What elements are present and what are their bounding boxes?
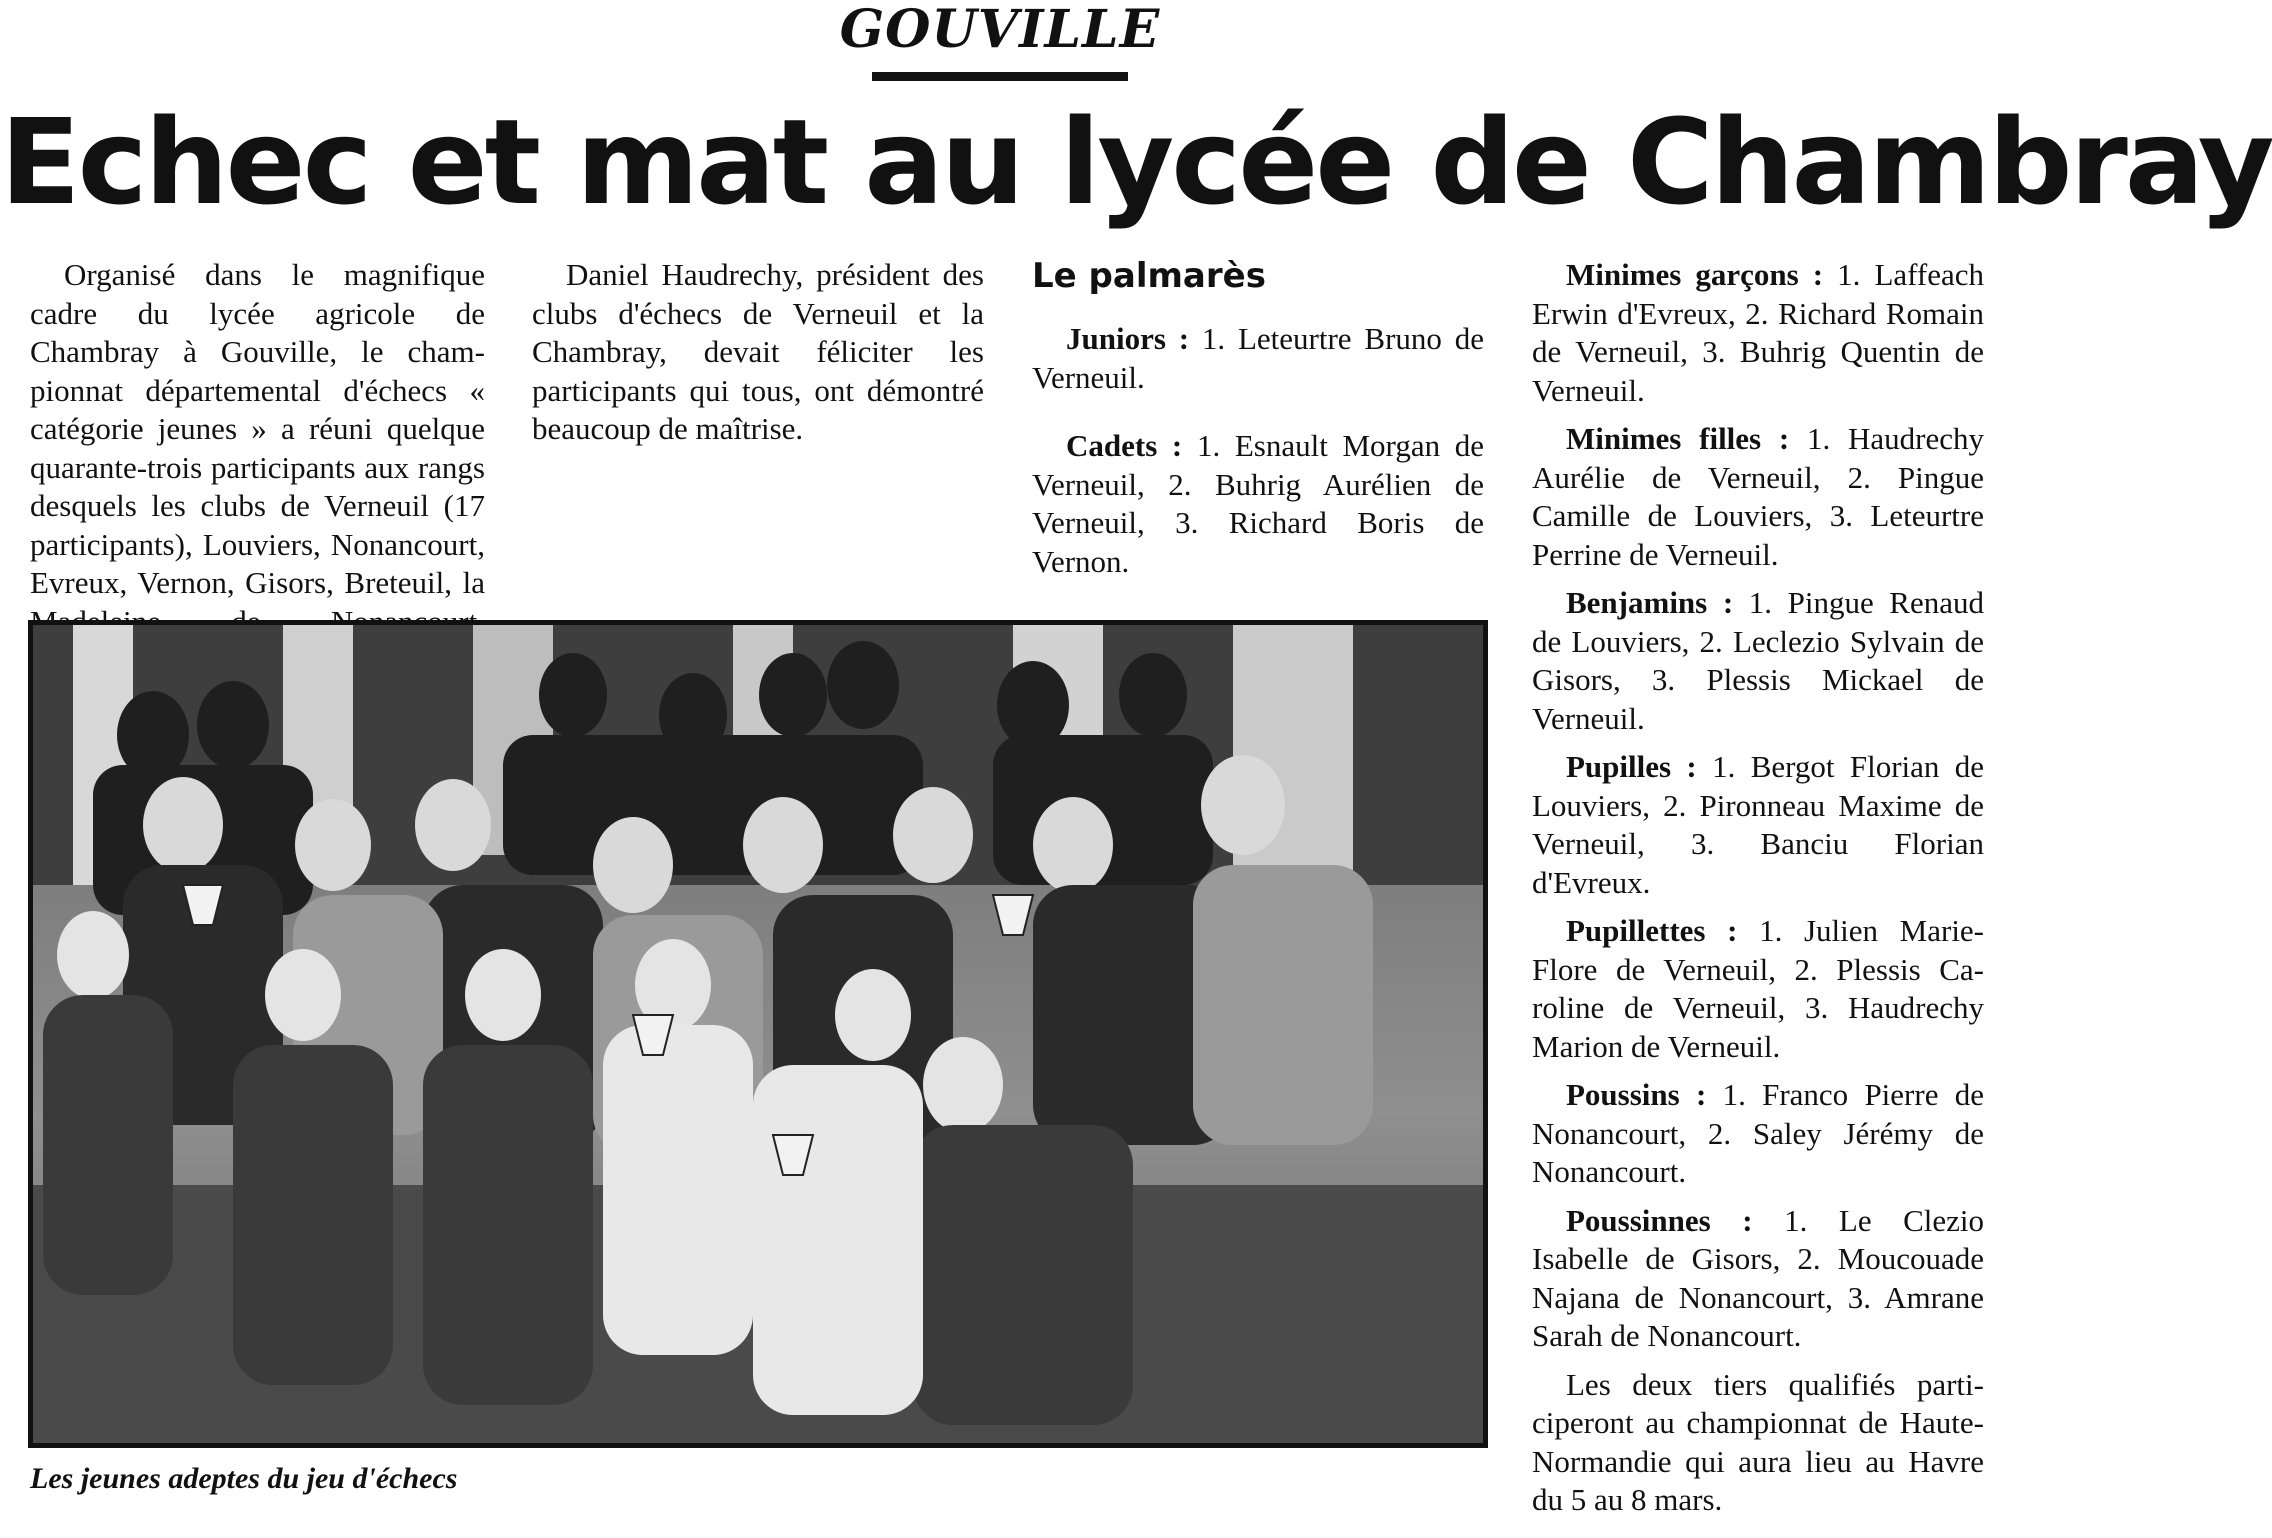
category-label: Cadets : [1066,428,1183,463]
palmares-title: Le palmarès [1032,256,1266,296]
result-cadets [1032,427,1484,581]
category-label: Minimes filles : [1566,421,1790,456]
result-minimes-garcons [1532,256,1984,410]
category-results: 1. Julien Marie-Flore de Verneuil, 2. Plessis Caroline de Verneuil, 3. Haudrechy Marion de Verneuil. [1532,913,1985,1064]
category-label: Juniors : [1066,321,1190,356]
category-results: 1. Leteurtre Bruno de Verneuil. [1032,321,1484,395]
result-pupillettes [1532,912,1984,1066]
article-column-2 [532,256,984,457]
category-results: 1. Esnault Morgan de Verneuil, 2. Buhrig Aurélien de Verneuil, 3. Richard Boris de Vernon. [1032,428,1484,579]
article-headline: Echec et mat au lycée de Chambray [0,93,2272,231]
category-label: Pupilles : [1566,749,1697,784]
result-poussins [1532,1076,1984,1192]
group-photo-illustration [33,625,1483,1443]
category-results: 1. Bergot Florian de Louviers, 2. Pironneau Maxime de Verneuil, 3. Banciu Florian d'Evreux. [1532,749,1984,900]
intro-paragraph-1: Organisé dans le magnifique cadre du lycée agricole de Chambray à Gouville, le championnat départemental d'échecs « catégorie jeunes » a réuni quelque quarante-trois participants aux rangs desquels les clubs de Verneuil (17 participants), Louviers, Nonancourt, Evreux, Vernon, Gisors, Breteuil, la [30,257,485,600]
palmares-column [1032,256,1484,611]
category-results: 1. Laffeach Erwin d'Evreux, 2. Richard Romain de Verneuil, 3. Buhrig Quentin de Verneuil. [1532,257,1985,408]
category-results: 1. Pingue Renaud de Louviers, 2. Leclezio Sylvain de Gisors, 3. Plessis Mickael de Verneuil. [1532,585,1984,736]
category-results: 1. Le Clezio Isabelle de Gisors, 2. Moucouade Najana de Nonancourt, 3. Amrane Sarah de Nonancourt. [1532,1202,1985,1353]
category-label: Poussins : [1566,1077,1707,1112]
category-label: Poussinnes : [1566,1202,1753,1238]
category-label: Minimes garçons : [1566,257,1824,292]
kicker-underline [872,72,1128,81]
closing-paragraph: Les deux tiers qualifiés participeront au championnat de Haute-Normandie qui aura lieu au Havre du 5 au 8 mars. [1532,1366,1984,1517]
category-label: Pupillettes : [1566,913,1738,948]
result-benjamins [1532,584,1984,738]
result-juniors [1032,320,1484,397]
group-photo [28,620,1488,1448]
result-poussinnes [1532,1202,1984,1356]
result-minimes-filles [1532,420,1984,574]
intro-paragraph-2: Daniel Haudrechy, président des clubs d'échecs de Verneuil et la Chambray, devait féliciter les participants qui tous, ont démontré beaucoup de maîtrise. [532,257,984,446]
palmares-column-2 [1532,256,1984,1528]
result-pupilles [1532,748,1984,902]
category-label: Benjamins : [1566,585,1734,620]
category-results: 1. Haudrechy Aurélie de Verneuil, 2. Pingue Camille de Louviers, 3. Leteurtre Perrine de Verneuil. [1532,421,1984,572]
section-kicker: GOUVILLE [839,0,1161,60]
category-results: 1. Franco Pierre de Nonancourt, 2. Saley Jérémy de Nonancourt. [1532,1077,1984,1189]
photo-caption: Les jeunes adeptes du jeu d'échecs [30,1462,458,1495]
